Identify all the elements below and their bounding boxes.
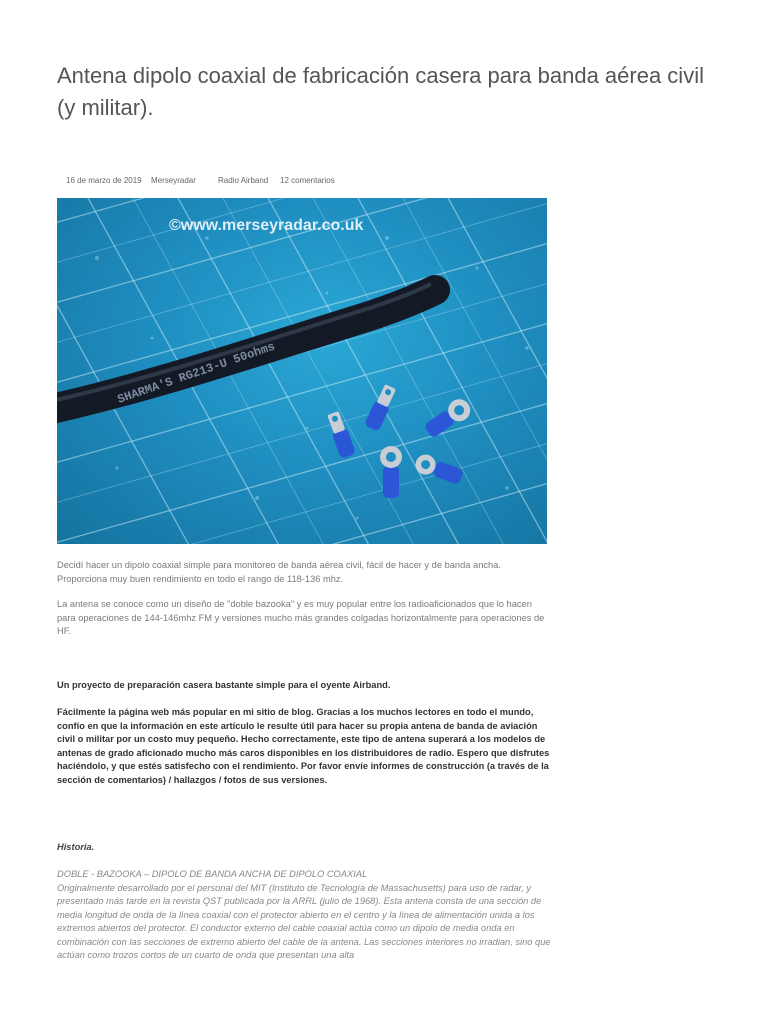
post-category[interactable]: Radio Airband [218, 176, 269, 185]
history-text: Originalmente desarrollado por el personal del MIT (Instituto de Tecnología de Massachusetts) para uso de radar, y presentado más tarde en la revista QST publicada por la ARRL (julio de 1968). Esta antena consta de una sección de media longitud de onda de la línea coaxial con el protector abierto en el centro y la línea de alimentación unida a los extremos abiertos del protector. El conductor externo del cable coaxial actúa como un dipolo de media onda en combinación con las secciones de extremo abierto del cable de la antena. Las secciones interiores no irradian, sino que actúan como trozos cortos de un cuarto de onda que presentan una alta [57, 882, 551, 960]
intro-paragraph-1: Decidí hacer un dipolo coaxial simple para monitoreo de banda aérea civil, fácil de hacer y de banda ancha. Proporciona muy buen rendimiento en todo el rango de 118-136 mhz. [57, 560, 501, 584]
history-body [57, 868, 552, 963]
post-author[interactable]: Merseyradar [151, 176, 196, 185]
intro-paragraph-2: La antena se conoce como un diseño de "doble bazooka" y es muy popular entre los radioaficionados que lo hacen para operaciones de 144-146mhz FM y versiones mucho más grandes colgadas horizontalmente para operaciones de HF. [57, 599, 545, 636]
post-comments[interactable]: 12 comentarios [280, 176, 335, 185]
cable-print: SHARMA'S RG213-U 50ohms [115, 339, 277, 407]
history-title: Historia. [57, 842, 95, 852]
article-photo [57, 198, 547, 544]
bold-subtitle: Un proyecto de preparación casera bastante simple para el oyente Airband. [57, 680, 391, 690]
history-heading: DOBLE - BAZOOKA – DIPOLO DE BANDA ANCHA DE DIPOLO COAXIAL [57, 869, 368, 879]
bold-paragraph: Fácilmente la página web más popular en mi sitio de blog. Gracias a los muchos lectores en todo el mundo, confío en que la información en este artículo le resulte útil para hacer su propia antena de banda de aviación civil o militar por un costo muy pequeño. Hecho correctamente, este tipo de antena superará a los modelos de antenas de grado aficionado mucho más caros disponibles en los distribuidores de radio. Espero que disfrutes haciéndolo, y que estés satisfecho con el rendimiento. Por favor envíe informes de construcción (a través de la sección de comentarios) / hallazgos / fotos de sus versiones. [57, 707, 550, 785]
crimp-connectors [325, 383, 474, 498]
article-title: Antena dipolo coaxial de fabricación casera para banda aérea civil (y militar). [57, 63, 704, 120]
photo-watermark: ©www.merseyradar.co.uk [169, 217, 364, 234]
post-date[interactable]: 16 de marzo de 2019 [66, 176, 142, 185]
